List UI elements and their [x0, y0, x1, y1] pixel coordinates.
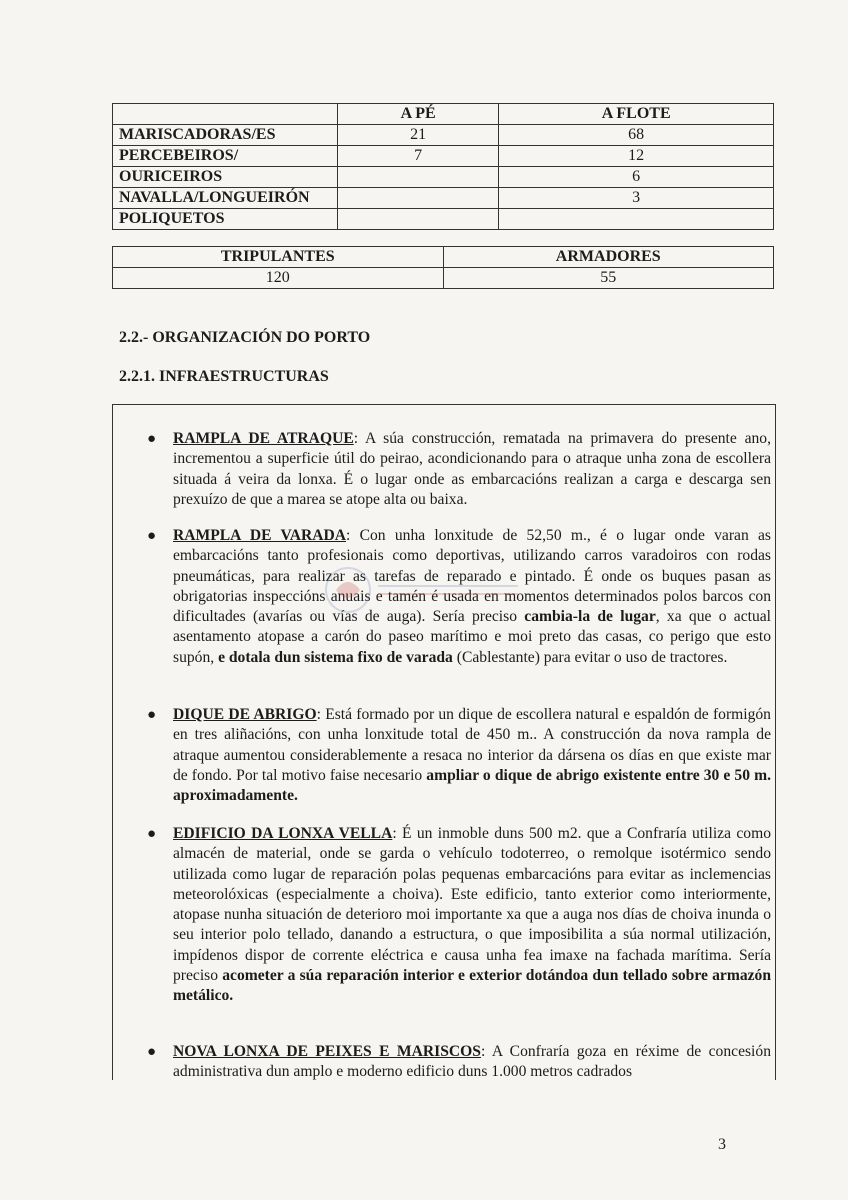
armadores-cell: 55 [443, 268, 774, 289]
item-term: NOVA LONXA DE PEIXES E MARISCOS [173, 1043, 481, 1060]
list-item [147, 429, 771, 510]
list-item [147, 824, 772, 1007]
item-term: DIQUE DE ABRIGO [173, 706, 317, 723]
row-label: OURICEIROS [113, 167, 338, 188]
table-row [113, 268, 774, 289]
item-emphasis: acometer a súa reparación interior e exterior dotándoa dun tellado sobre armazón metálico. [173, 967, 772, 1005]
item-text: : É un inmoble duns 500 m2. que a Confraría utiliza como almacén de material, onde se garda o vehículo todoterreo, o remolque isotérmico sendo utilizada como lugar de reparación polas pequenas embarcacións para evitar as inclemencias meteorolóxicas (especialmente a choiva). Este edificio, tanto exterior como interiormente, atopase nunha situación de deterioro moi importante xa que a auga nos días de choiva inunda o seu interior polo tellado, danando a estructura, o que imposibilita a súa normal utilización, impídenos dispor de corrente eléctrica e causa unha fea imaxe na fachada marítima. Sería preciso [173, 825, 771, 985]
a-flote-cell [499, 209, 774, 230]
item-text: (Cablestante) para evitar o uso de tractores. [452, 648, 728, 666]
item-term: EDIFICIO DA LONXA VELLA [173, 825, 393, 842]
item-text: , xa que o actual asentamento atopase a carón do paseo marítimo e moi preto das casas, co perigo que esto supón, [173, 608, 771, 666]
page-number: 3 [718, 1136, 726, 1153]
tripulantes-cell: 120 [113, 268, 444, 289]
item-term: RAMPLA DE VARADA [173, 527, 347, 544]
table-header-cell: A FLOTE [499, 104, 774, 125]
crew-table [112, 246, 774, 289]
table-header-cell [113, 104, 338, 125]
item-text: : A Confraría goza en réxime de concesión administrativa dun amplo e moderno edificio duns 1.000 metros cadrados [173, 1043, 771, 1081]
row-label: PERCEBEIROS/ [113, 146, 338, 167]
list-item [147, 526, 771, 668]
a-pe-cell: 7 [338, 146, 499, 167]
a-pe-cell [338, 209, 499, 230]
item-text: : A súa construcción, rematada na primavera do presente ano, incrementou a superficie útil do peirao, acondicionando para o atraque unha zona de escollera situada á veira da lonxa. É o lugar onde as embarcacións realizan a carga e descarga sen prexuízo de que a marea se atope alta ou baixa. [173, 430, 771, 508]
table-row [113, 146, 774, 167]
species-table [112, 103, 774, 230]
bullet-icon: ● [147, 826, 157, 842]
item-text: : Con unha lonxitude de 52,50 m., é o lugar onde varan as embarcacións tanto profesionais como deportivas, utilizando carros varadoiros con rodas pneumáticas, para realizar as tarefas de reparado e pintado. É onde os buques pasan as obrigatorias inspeccións anuais e tamén é usada en momentos determinados polos barcos con dificultades (avarías ou vías de auga). Sería preciso [173, 527, 771, 626]
subsection-heading: 2.2.1. INFRAESTRUCTURAS [119, 368, 329, 385]
row-label: MARISCADORAS/ES [113, 125, 338, 146]
item-emphasis: e dotala dun sistema fixo de varada [218, 648, 453, 666]
table-header-cell: TRIPULANTES [113, 247, 444, 268]
table-row [113, 125, 774, 146]
item-emphasis: cambia-la de lugar [524, 608, 656, 626]
a-pe-cell: 21 [338, 125, 499, 146]
list-item [147, 1042, 771, 1083]
bullet-icon: ● [147, 1044, 157, 1060]
item-text: : Está formado por un dique de escollera natural e espaldón de formigón en tres aliñacións, con unha lonxitude total de 450 m.. A construcción da nova rampla de atraque aumentou considerablemente a resaca no interior da dársena os días en que existe mar de fondo. Por tal motivo faise necesario [173, 706, 771, 784]
table-row [113, 188, 774, 209]
row-label: NAVALLA/LONGUEIRÓN [113, 188, 338, 209]
table-header-cell: A PÉ [338, 104, 499, 125]
table-header-row [113, 104, 774, 125]
bullet-icon: ● [147, 528, 157, 544]
bullet-icon: ● [147, 707, 157, 723]
a-flote-cell: 6 [499, 167, 774, 188]
item-term: RAMPLA DE ATRAQUE [173, 430, 354, 447]
item-emphasis: ampliar o dique de abrigo existente entre 30 e 50 m. aproximadamente. [173, 766, 771, 805]
a-pe-cell [338, 167, 499, 188]
infrastructure-box [112, 404, 776, 1080]
a-flote-cell: 12 [499, 146, 774, 167]
a-flote-cell: 3 [499, 188, 774, 209]
table-row [113, 209, 774, 230]
table-row [113, 167, 774, 188]
table-header-row [113, 247, 774, 268]
a-pe-cell [338, 188, 499, 209]
section-heading: 2.2.- ORGANIZACIÓN DO PORTO [119, 329, 371, 346]
table-header-cell: ARMADORES [443, 247, 774, 268]
a-flote-cell: 68 [499, 125, 774, 146]
list-item [147, 705, 771, 806]
row-label: POLIQUETOS [113, 209, 338, 230]
bullet-icon: ● [147, 431, 157, 447]
